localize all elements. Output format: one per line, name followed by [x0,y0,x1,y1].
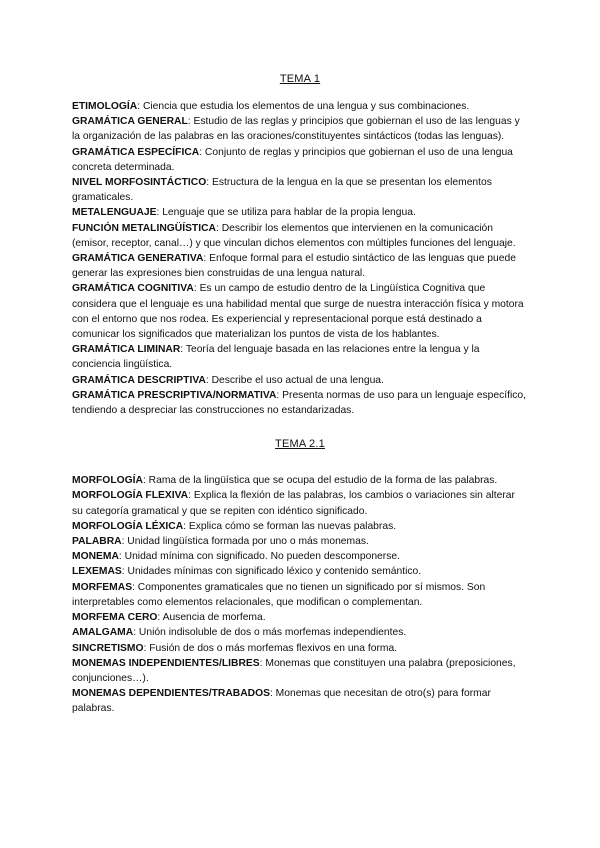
definition-term: GRAMÁTICA GENERAL [72,116,188,128]
definition-entry [72,473,528,488]
definition-term: FUNCIÓN METALINGÜÍSTICA [72,222,216,234]
definition-entry [72,641,528,656]
definition-entry [72,686,528,716]
definition-entry [72,205,528,220]
definition-term: MONEMA [72,551,119,563]
definition-text: : Unidades mínimas con significado léxico y contenido semántico. [121,566,422,578]
definition-text: : Unión indisoluble de dos o más morfemas independientes. [133,627,407,639]
definition-text: : Estudio de las reglas y principios que gobiernan el uso de las lenguas y la organización de las palabras en las oraciones/constituyentes sintácticos (todas las lenguas). [72,116,520,143]
definition-text: : Monemas que constituyen una palabra (preposiciones, conjunciones…). [72,657,516,684]
definition-list-tema-1 [72,99,528,418]
definition-term: GRAMÁTICA LIMINAR [72,344,181,356]
definition-term: MORFEMAS [72,581,133,593]
definition-entry [72,251,528,281]
definition-entry [72,342,528,372]
definition-term: MORFOLOGÍA LÉXICA [72,520,184,532]
definition-entry [72,145,528,175]
definition-entry [72,281,528,342]
definition-entry [72,580,528,610]
definition-text: : Ciencia que estudia los elementos de una lengua y sus combinaciones. [137,101,470,112]
definition-entry [72,534,528,549]
document-page [72,72,528,717]
definition-text: : Fusión de dos o más morfemas flexivos en una forma. [143,642,398,654]
definition-text: : Enfoque formal para el estudio sintáctico de las lenguas que puede generar las expresiones bien construidas de una lengua natural. [72,253,516,280]
definition-term: NIVEL MORFOSINTÁCTICO [72,177,207,189]
definition-text: : Unidad lingüística formada por uno o más monemas. [121,536,369,548]
definition-term: GRAMÁTICA ESPECÍFICA [72,146,200,158]
definition-text: : Presenta normas de uso para un lenguaje específico, tendiendo a despreciar las construcciones no estandarizadas. [72,389,526,417]
definition-text: : Conjunto de reglas y principios que gobiernan el uso de una lengua concreta determinada. [72,146,513,173]
definition-term: GRAMÁTICA COGNITIVA [72,283,194,295]
definition-term: MORFOLOGÍA FLEXIVA [72,490,189,502]
definition-list-tema-2-1 [72,473,528,716]
definition-entry [72,373,528,388]
definition-entry [72,99,528,114]
definition-entry [72,656,528,686]
definition-term: MORFOLOGÍA [72,475,143,487]
definition-term: MONEMAS DEPENDIENTES/TRABADOS [72,688,270,700]
definition-text: : Teoría del lenguaje basada en las relaciones entre la lengua y la conciencia lingüística. [72,344,480,371]
definition-text: : Monemas que necesitan de otro(s) para formar palabras. [72,688,491,715]
definition-term: LEXEMAS [72,566,122,578]
definition-entry [72,221,528,251]
definition-entry [72,625,528,640]
definition-term: METALENGUAJE [72,207,157,219]
definition-term: GRAMÁTICA DESCRIPTIVA [72,374,206,386]
definition-entry [72,519,528,534]
definition-text: : Lenguaje que se utiliza para hablar de la propia lengua. [156,207,416,219]
definition-term: MORFEMA CERO [72,612,158,624]
definition-entry [72,564,528,579]
definition-entry [72,549,528,564]
definition-entry [72,388,528,418]
definition-term: GRAMÁTICA PRESCRIPTIVA/NORMATIVA [72,389,277,401]
definition-entry [72,610,528,625]
definition-term: GRAMÁTICA GENERATIVA [72,253,204,265]
definition-text: : Describir los elementos que intervienen en la comunicación (emisor, receptor, canal…) y que vinculan dichos elementos con múltiples funciones del lenguaje. [72,222,516,249]
definition-text: : Rama de la lingüística que se ocupa del estudio de la forma de las palabras. [142,475,498,487]
definition-term: SINCRETISMO [72,642,144,654]
definition-text: : Explica cómo se forman las nuevas palabras. [183,520,397,532]
definition-text: : Estructura de la lengua en la que se presentan los elementos gramaticales. [72,177,492,204]
definition-term: ETIMOLOGÍA [72,101,138,112]
section-title-tema-1: TEMA 1 [279,73,321,85]
definition-term: PALABRA [72,536,122,548]
definition-text: : Explica la flexión de las palabras, los cambios o variaciones sin alterar su categoría gramatical y que se repiten con idéntico significado. [72,490,515,517]
definition-text: : Unidad mínima con significado. No pueden descomponerse. [118,551,400,563]
definition-term: AMALGAMA [72,627,134,639]
definition-text: : Componentes gramaticales que no tienen un significado por sí mismos. Son interpretables como elementos relacionales, que modifican o complementan. [72,581,486,608]
definition-text: : Ausencia de morfema. [157,612,266,624]
definition-entry [72,488,528,518]
definition-entry [72,175,528,205]
definition-text: : Es un campo de estudio dentro de la Lingüística Cognitiva que considera que el lenguaje es una habilidad mental que surge de nuestra interacción física y motora con el entorno que nos rodea. Es experiencial y representacional porque está destinado a comunicar los significados que materializan los puntos de vista de los hablantes. [72,283,524,341]
definition-entry [72,114,528,144]
section-title-tema-2-1: TEMA 2.1 [275,438,325,451]
definition-text: : Describe el uso actual de una lengua. [205,374,384,386]
definition-term: MONEMAS INDEPENDIENTES/LIBRES [72,657,260,669]
